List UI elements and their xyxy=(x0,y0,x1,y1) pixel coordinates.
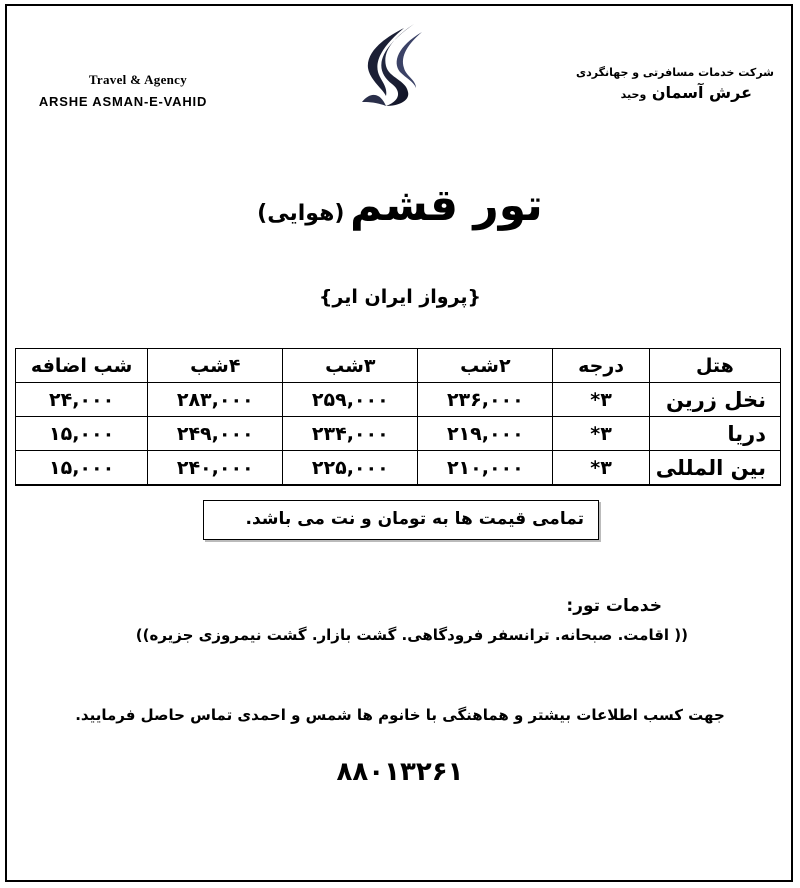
hotel-name: نخل زرین xyxy=(649,383,780,417)
table-row xyxy=(16,417,781,451)
price-2-nights: ۲۱۰,۰۰۰ xyxy=(418,451,553,486)
hotel-grade: ۳* xyxy=(553,417,649,451)
price-2-nights: ۲۳۶,۰۰۰ xyxy=(418,383,553,417)
contact-text: جهت کسب اطلاعات بیشتر و هماهنگی با خانوم ها شمس و احمدی تماس حاصل فرمایید. xyxy=(75,706,725,724)
price-table xyxy=(15,348,781,486)
price-4-nights: ۲۸۳,۰۰۰ xyxy=(148,383,283,417)
price-extra-night: ۱۵,۰۰۰ xyxy=(16,417,148,451)
price-note: تمامی قیمت ها به تومان و نت می باشد. xyxy=(203,500,599,540)
brand-fa-name: عرش آسمان xyxy=(651,83,752,102)
table-header-row xyxy=(16,349,781,383)
brand-en-tagline: Travel & Agency xyxy=(88,72,188,87)
price-2-nights: ۲۱۹,۰۰۰ xyxy=(418,417,553,451)
price-extra-night: ۱۵,۰۰۰ xyxy=(16,451,148,486)
header-4-nights: ۴شب xyxy=(148,349,283,383)
title-sub: (هوایی) xyxy=(257,201,345,226)
header-3-nights: ۳شب xyxy=(283,349,418,383)
brand-en-name: ARSHE ASMAN-E-VAHID xyxy=(38,94,208,109)
brand-fa-name-suffix: وحید xyxy=(620,88,647,101)
agency-logo-icon xyxy=(356,22,428,108)
header-2-nights: ۲شب xyxy=(418,349,553,383)
services-text: (( اقامت. صبحانه. ترانسفر فرودگاهی. گشت بازار. گشت نیمروزی جزیره)) xyxy=(135,626,688,644)
table-row xyxy=(16,451,781,486)
page-title xyxy=(0,180,800,231)
header-grade: درجه xyxy=(553,349,649,383)
hotel-name: بین المللی xyxy=(649,451,780,486)
hotel-name: دریا xyxy=(649,417,780,451)
brand-fa-line1: شرکت خدمات مسافرتی و جهانگردی xyxy=(576,66,774,79)
hotel-grade: ۳* xyxy=(553,451,649,486)
price-4-nights: ۲۴۹,۰۰۰ xyxy=(148,417,283,451)
price-3-nights: ۲۵۹,۰۰۰ xyxy=(283,383,418,417)
price-3-nights: ۲۳۴,۰۰۰ xyxy=(283,417,418,451)
price-3-nights: ۲۲۵,۰۰۰ xyxy=(283,451,418,486)
brand-fa xyxy=(534,66,774,102)
header-extra-night: شب اضافه xyxy=(16,349,148,383)
table-row xyxy=(16,383,781,417)
brand-en xyxy=(18,72,228,109)
flight-info: {پرواز ایران ایر} xyxy=(318,286,482,308)
title-main: تور قشم xyxy=(349,180,543,231)
phone-number: ۸۸۰۱۳۲۶۱ xyxy=(336,757,464,787)
price-4-nights: ۲۴۰,۰۰۰ xyxy=(148,451,283,486)
brand-fa-name-line xyxy=(534,83,752,102)
hotel-grade: ۳* xyxy=(553,383,649,417)
price-extra-night: ۲۴,۰۰۰ xyxy=(16,383,148,417)
header-hotel: هتل xyxy=(649,349,780,383)
services-title: خدمات تور: xyxy=(566,596,662,616)
